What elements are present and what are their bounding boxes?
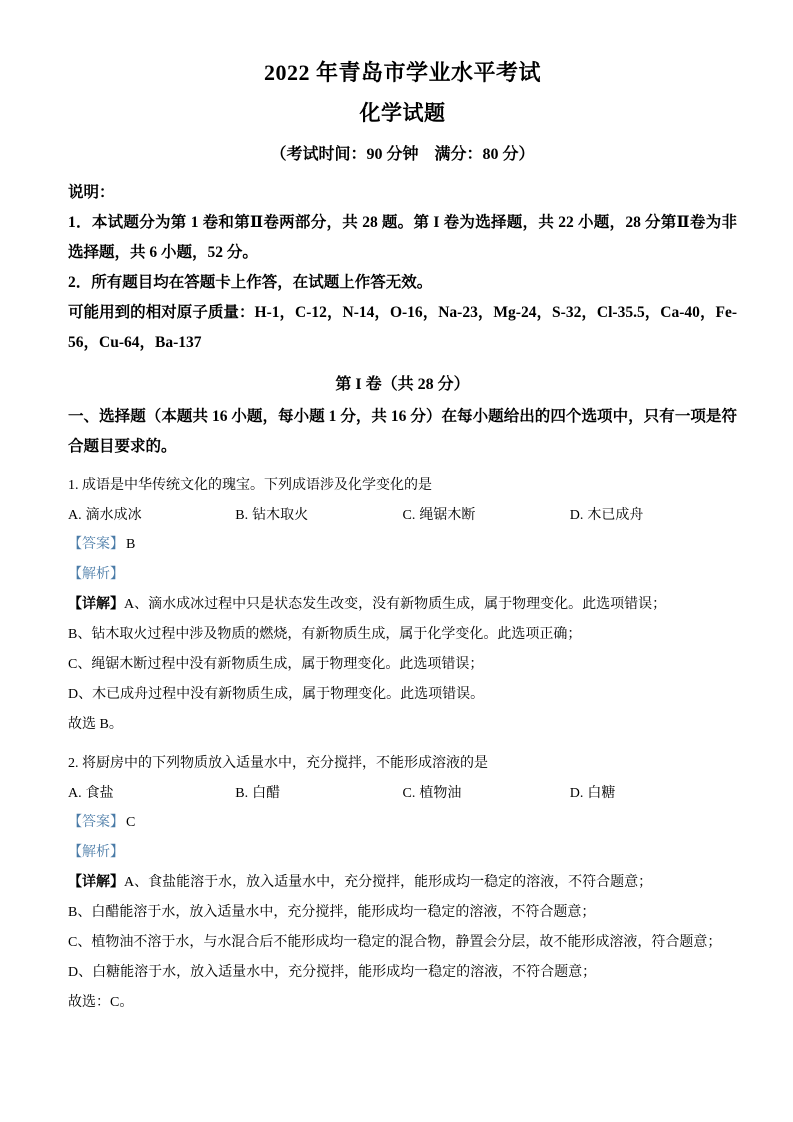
analysis-row [68,838,737,868]
option-c-text: 绳锯木断 [419,508,476,523]
detail-line: C、植物油不溶于水，与水混合后不能形成均一稳定的混合物，静置会分层，故不能形成溶液，符合题意； [68,935,722,950]
analysis-label: 【解析】 [68,845,124,860]
option-d[interactable] [570,780,737,808]
option-a-text: 食盐 [85,786,114,801]
option-a[interactable] [68,502,235,530]
detail-conclusion: 故选：C。 [68,995,134,1010]
option-b-text: 白醋 [252,786,281,801]
page-title: 2022 年青岛市学业水平考试 [263,60,541,85]
question-stem: 2. 将厨房中的下列物质放入适量水中，充分搅拌，不能形成溶液的是 [68,756,488,771]
question-options [68,780,737,808]
instructions-heading: 说明： [68,184,115,201]
option-b[interactable] [235,780,402,808]
detail-line: C、绳锯木断过程中没有新物质生成，属于物理变化。此选项错误； [68,657,484,672]
detail-conclusion: 故选 B。 [68,717,123,732]
option-c[interactable] [403,780,570,808]
detail-line: D、白糖能溶于水，放入适量水中，充分搅拌，能形成均一稳定的溶液，不符合题意； [68,965,597,980]
part-one-header: 第 I 卷（共 28 分） [335,376,470,393]
option-b-label: B. [235,786,249,801]
instruction-line-1: 1．本试题分为第 1 卷和第Ⅱ卷两部分，共 28 题。第 I 卷为选择题，共 22 小题，28 分第Ⅱ卷为非选择题，共 6 小题，52 分。 [68,214,737,261]
option-d-text: 木已成舟 [587,508,644,523]
detail-line-first [68,590,737,620]
option-d-label: D. [569,508,584,523]
question-stem: 1. 成语是中华传统文化的瑰宝。下列成语涉及化学变化的是 [68,478,432,493]
atomic-mass-line: 可能用到的相对原子质量：H-1，C-12，N-14，O-16，Na-23，Mg-24，S-32，Cl-35.5，Ca-40，Fe-56，Cu-64，Ba-137 [68,304,737,351]
detail-label: 【详解】 [68,875,124,890]
option-d[interactable] [570,502,737,530]
option-b-text: 钻木取火 [252,508,309,523]
section-lead-multiple-choice: 一、选择题（本题共 16 小题，每小题 1 分，共 16 分）在每小题给出的四个选项中，只有一项是符合题目要求的。 [68,408,737,455]
option-a-text: 滴水成冰 [85,508,142,523]
detail-line: D、木已成舟过程中没有新物质生成，属于物理变化。此选项错误。 [68,687,485,702]
question-1 [68,472,737,740]
answer-row [68,530,737,560]
page-subtitle: 化学试题 [359,101,446,125]
answer-label: 【答案】 [68,815,124,830]
option-d-text: 白糖 [587,786,616,801]
option-c-label: C. [402,508,416,523]
option-c[interactable] [403,502,570,530]
instruction-line-2: 2．所有题目均在答题卡上作答，在试题上作答无效。 [68,274,433,291]
option-c-label: C. [402,786,416,801]
analysis-label: 【解析】 [68,567,124,582]
option-b[interactable] [235,502,402,530]
instructions-block [68,178,737,358]
detail-line: B、钻木取火过程中涉及物质的燃烧，有新物质生成，属于化学变化。此选项正确； [68,627,582,642]
answer-value: B [126,537,136,552]
answer-value: C [126,815,136,830]
detail-line: B、白醋能溶于水，放入适量水中，充分搅拌，能形成均一稳定的溶液，不符合题意； [68,905,596,920]
exam-meta: （考试时间：90 分钟 满分：80 分） [270,146,535,163]
question-2 [68,750,737,1018]
answer-row [68,808,737,838]
option-b-label: B. [235,508,249,523]
option-a[interactable] [68,780,235,808]
answer-label: 【答案】 [68,537,124,552]
detail-text: A、食盐能溶于水，放入适量水中，充分搅拌，能形成均一稳定的溶液，不符合题意； [124,875,653,890]
option-d-label: D. [569,786,584,801]
detail-label: 【详解】 [68,597,124,612]
detail-text: A、滴水成冰过程中只是状态发生改变，没有新物质生成，属于物理变化。此选项错误； [124,597,667,612]
option-a-label: A. [68,508,82,523]
question-options [68,502,737,530]
option-c-text: 植物油 [419,786,462,801]
detail-line-first [68,868,737,898]
analysis-row [68,560,737,590]
option-a-label: A. [68,786,82,801]
